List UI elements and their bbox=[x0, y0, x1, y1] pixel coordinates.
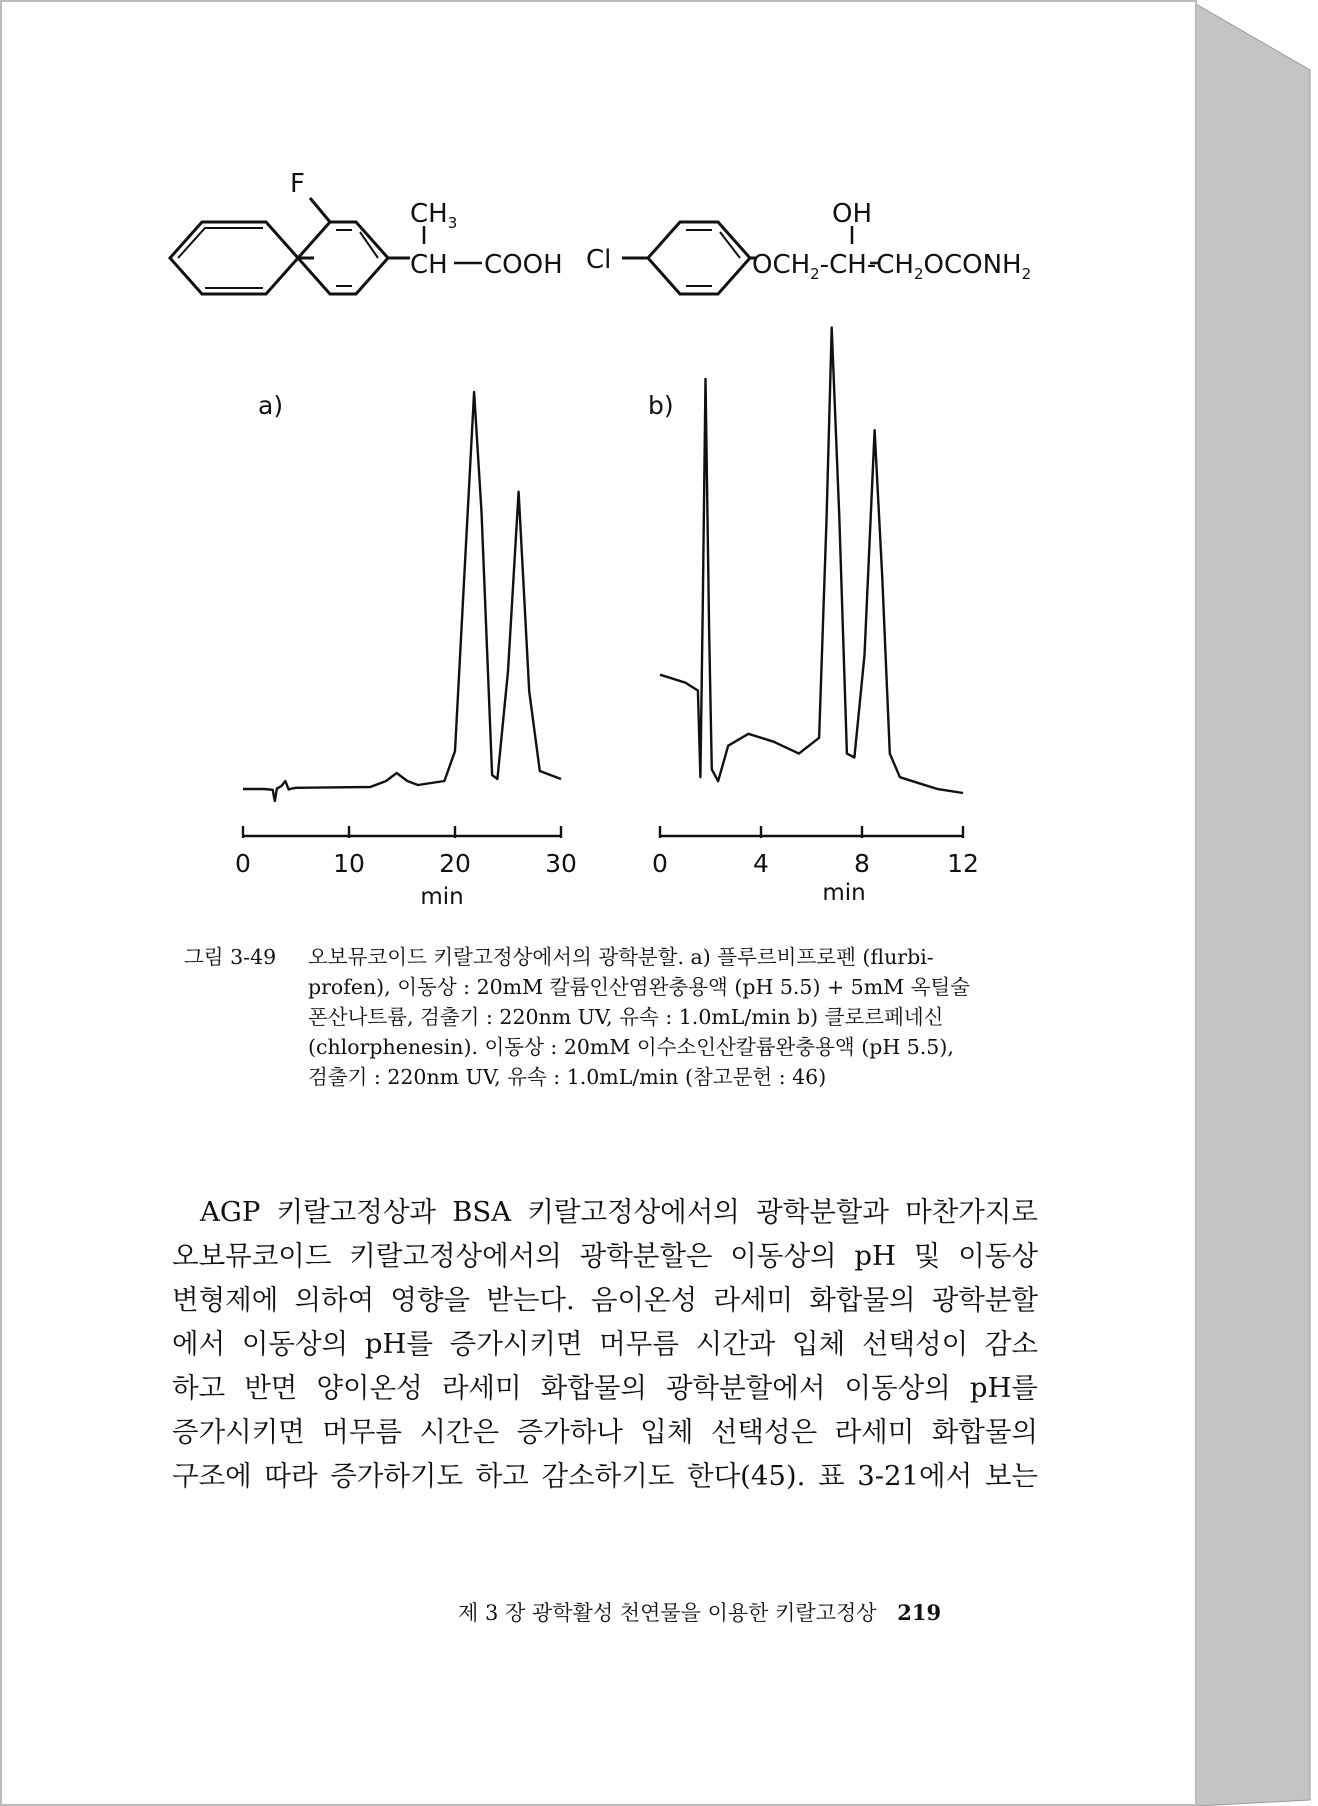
panel-a-label: a) bbox=[258, 391, 284, 420]
chromatogram-a-tick-label: 30 bbox=[545, 849, 577, 878]
chromatogram-b-xlabel: min bbox=[822, 880, 866, 906]
carboxyl-label: COOH bbox=[484, 250, 563, 280]
body-line: 오보뮤코이드 키랄고정상에서의 광학분할은 이동상의 pH 및 이동상 bbox=[172, 1240, 1038, 1272]
body-line: AGP 키랄고정상과 BSA 키랄고정상에서의 광학분할과 마찬가지로 bbox=[200, 1196, 1038, 1228]
chloro-label: Cl bbox=[586, 245, 612, 275]
hydroxyl-label: OH bbox=[832, 199, 873, 229]
chromatogram-b-tick-label: 0 bbox=[652, 849, 668, 878]
chromatogram-a-xlabel: min bbox=[420, 884, 464, 910]
chapter-title: 제 3 장 광학활성 천연물을 이용한 키랄고정상 bbox=[458, 1601, 877, 1625]
ether-chain-label: $OCH_2-CH-CH_2OCONH_2$ bbox=[752, 250, 1032, 283]
body-paragraph bbox=[172, 1190, 1038, 1498]
caption-label: 그림 3-49 bbox=[184, 945, 277, 969]
body-line: 변형제에 의하여 영향을 받는다. 음이온성 라세미 화합물의 광학분할 bbox=[172, 1284, 1038, 1316]
chromatogram-b-tick-label: 8 bbox=[854, 849, 870, 878]
chromatogram-a-tick-label: 20 bbox=[439, 849, 471, 878]
chromatogram-a-tick-label: 10 bbox=[333, 849, 365, 878]
body-line: 에서 이동상의 pH를 증가시키면 머무름 시간과 입체 선택성이 감소 bbox=[172, 1328, 1038, 1360]
fluorine-label: F bbox=[290, 169, 305, 199]
chromatogram-b-trace bbox=[660, 328, 963, 793]
methine-label: CH bbox=[410, 250, 448, 280]
methyl-label: $CH_3$ bbox=[410, 199, 458, 232]
caption-line: profen), 이동상 : 20mM 칼륨인산염완충용액 (pH 5.5) + 5mM 옥틸술 bbox=[308, 975, 971, 999]
caption-line: (chlorphenesin). 이동상 : 20mM 이수소인산칼륨완충용액 (pH 5.5), bbox=[308, 1035, 954, 1059]
chromatogram-a-trace bbox=[243, 392, 561, 801]
panel-b-label: b) bbox=[648, 391, 674, 420]
running-footer bbox=[458, 1597, 1018, 1627]
page-number: 219 bbox=[897, 1600, 942, 1625]
figure-caption bbox=[184, 942, 1064, 1092]
body-line: 증가시키면 머무름 시간은 증가하나 입체 선택성은 라세미 화합물의 bbox=[172, 1416, 1038, 1448]
chromatogram-a-tick-label: 0 bbox=[235, 849, 251, 878]
body-line: 구조에 따라 증가하기도 하고 감소하기도 한다(45). 표 3-21에서 보는 bbox=[172, 1460, 1038, 1492]
caption-line: 오보뮤코이드 키랄고정상에서의 광학분할. a) 플루르비프로펜 (flurbi- bbox=[308, 945, 934, 969]
caption-line: 폰산나트륨, 검출기 : 220nm UV, 유속 : 1.0mL/min b) 클로르페네신 bbox=[308, 1005, 944, 1029]
chromatogram-b-tick-label: 12 bbox=[947, 849, 979, 878]
chromatogram-a-axis bbox=[235, 826, 577, 878]
chromatogram-b-tick-label: 4 bbox=[753, 849, 769, 878]
caption-line: 검출기 : 220nm UV, 유속 : 1.0mL/min (참고문헌 : 46) bbox=[308, 1065, 827, 1089]
chromatogram-b-axis bbox=[652, 826, 979, 878]
body-line: 하고 반면 양이온성 라세미 화합물의 광학분할에서 이동상의 pH를 bbox=[172, 1372, 1038, 1404]
